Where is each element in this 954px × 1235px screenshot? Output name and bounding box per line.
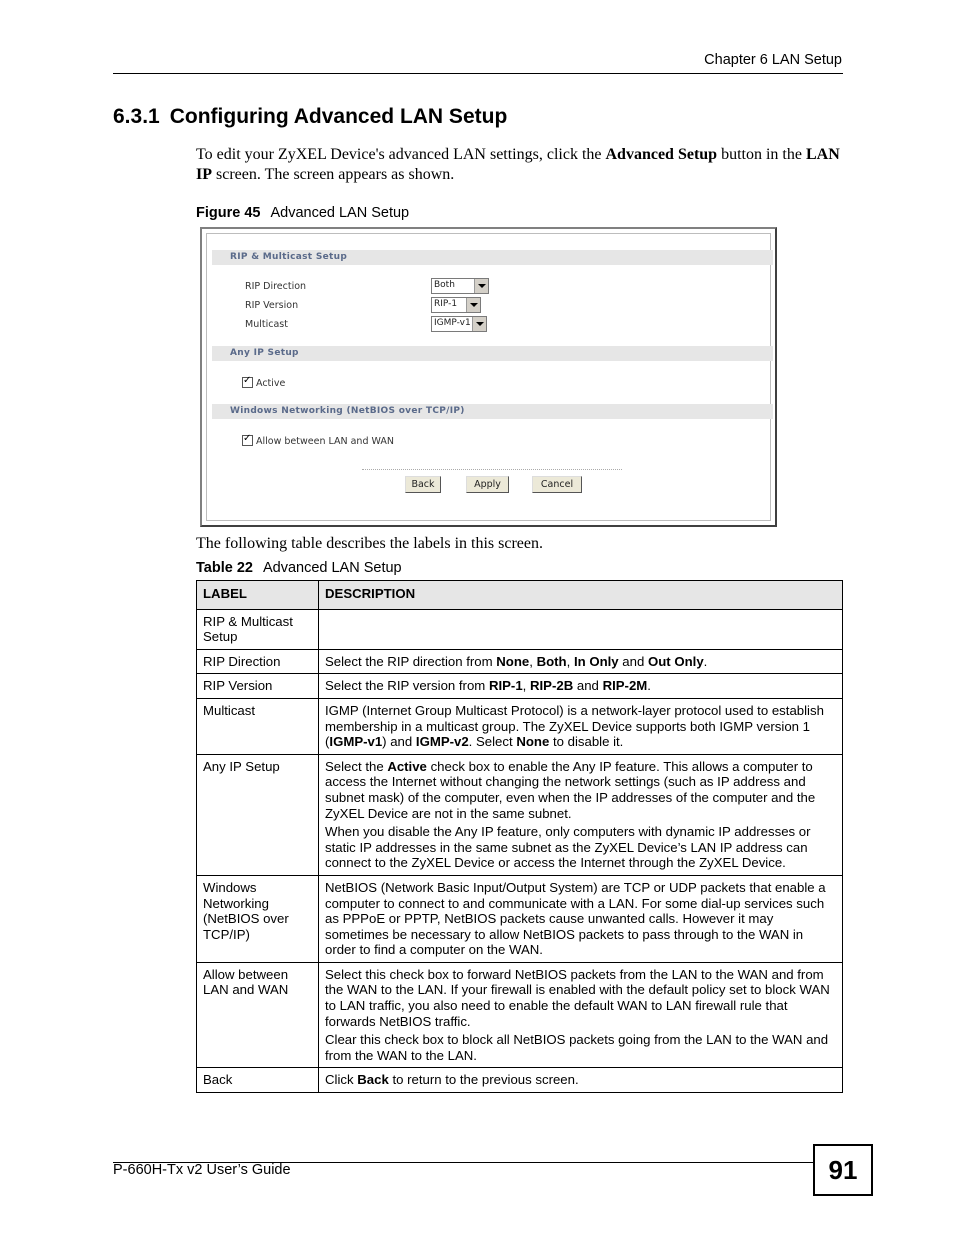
rip-version-select[interactable] xyxy=(431,297,481,313)
description-table xyxy=(196,580,843,1093)
rip-direction-value: Both xyxy=(434,280,455,290)
desc-text: to return to the previous screen. xyxy=(388,1072,579,1088)
chevron-down-icon xyxy=(472,317,486,331)
header-rule xyxy=(113,73,843,74)
desc-bold: Out Only xyxy=(647,653,704,669)
desc-bold: Active xyxy=(387,758,427,774)
desc-text: . Select xyxy=(468,734,517,750)
separator-line xyxy=(362,469,622,470)
desc-text: Click xyxy=(325,1072,358,1088)
desc-text: , xyxy=(529,653,537,669)
section-title-text: Configuring Advanced LAN Setup xyxy=(169,105,508,128)
desc-text: . xyxy=(647,678,651,694)
row-label: Back xyxy=(197,1068,319,1093)
allow-lan-wan-label: Allow between LAN and WAN xyxy=(256,436,394,447)
desc-bold: RIP-2B xyxy=(529,678,574,694)
row-description xyxy=(319,1068,843,1093)
row-description: NetBIOS (Network Basic Input/Output System) are TCP or UDP packets that enable a computer to connect to and communicate with a LAN. For some dial-up services such as PPPoE or PPTP, NetBIOS packets cause unwanted calls. However it may sometimes be necessary to allow NetBIOS packets to pass through to the WAN in order to find a computer on the WAN. xyxy=(319,875,843,962)
chevron-down-icon xyxy=(474,279,488,293)
desc-paragraph: Select this check box to forward NetBIOS packets from the LAN to the WAN and from the WAN to the LAN. If your firewall is enabled with the default policy set to block WAN to LAN traffic, you also need to enable the default WAN to LAN firewall rule that forwards NetBIOS traffic. xyxy=(325,966,830,1029)
desc-text: , xyxy=(566,653,574,669)
desc-bold: IGMP-v2 xyxy=(415,734,469,750)
figure-title: Advanced LAN Setup xyxy=(270,205,410,221)
desc-text: Select the xyxy=(325,758,388,774)
active-checkbox[interactable] xyxy=(242,377,253,388)
running-head: Chapter 6 LAN Setup xyxy=(704,52,842,68)
multicast-value: IGMP-v1 xyxy=(434,318,471,328)
intro-text: To edit your ZyXEL Device's advanced LAN settings, click the xyxy=(196,146,606,163)
row-description xyxy=(319,962,843,1068)
desc-bold: Back xyxy=(357,1072,389,1088)
header-description: DESCRIPTION xyxy=(319,581,843,610)
row-label: RIP & Multicast Setup xyxy=(197,609,319,649)
desc-text: to disable it. xyxy=(549,734,624,750)
intro-text: button in the xyxy=(717,146,806,163)
row-label: RIP Version xyxy=(197,674,319,699)
row-label: Any IP Setup xyxy=(197,754,319,875)
section-number: 6.3.1 xyxy=(113,105,160,128)
intro-text: screen. The screen appears as shown. xyxy=(212,166,455,183)
table-caption xyxy=(196,560,402,576)
table-intro: The following table describes the labels in this screen. xyxy=(196,535,544,552)
page-number: 91 xyxy=(813,1144,873,1196)
desc-paragraph xyxy=(325,759,836,821)
desc-text: ) and xyxy=(382,734,416,750)
table-row xyxy=(197,674,843,699)
desc-text: . xyxy=(703,653,708,669)
desc-paragraph: Clear this check box to block all NetBIOS packets going from the LAN to the WAN and from the WAN to the LAN. xyxy=(325,1032,829,1063)
desc-paragraph: When you disable the Any IP feature, only computers with dynamic IP addresses or static IP addresses in the same subnet as the ZyXEL Device’s LAN IP address can connect to the ZyXEL Device or access the Internet through the ZyXEL Device. xyxy=(325,824,811,871)
table-row xyxy=(197,962,843,1068)
desc-bold: IGMP-v1 xyxy=(329,734,383,750)
multicast-select[interactable] xyxy=(431,316,487,332)
figure-label: Figure 45 xyxy=(196,205,261,221)
rip-version-value: RIP-1 xyxy=(434,299,458,309)
row-description xyxy=(319,649,843,674)
row-description xyxy=(319,698,843,754)
table-row xyxy=(197,609,843,649)
screenshot-panel xyxy=(206,233,771,521)
netbios-section-title: Windows Networking (NetBIOS over TCP/IP) xyxy=(230,406,465,416)
row-description xyxy=(319,754,843,875)
desc-text: , xyxy=(522,678,530,694)
row-description xyxy=(319,609,843,649)
table-row xyxy=(197,875,843,962)
rip-version-label: RIP Version xyxy=(245,300,299,311)
row-description xyxy=(319,674,843,699)
desc-bold: Both xyxy=(536,653,567,669)
row-label: Multicast xyxy=(197,698,319,754)
row-label: Allow between LAN and WAN xyxy=(197,962,319,1068)
desc-bold: None xyxy=(496,653,530,669)
desc-text: IGMP (Internet Group Multicast Protocol) is a network-layer protocol used to establish membership in a multicast group. The ZyXEL Device supports both IGMP version 1 ( xyxy=(325,702,824,750)
desc-bold: RIP-2M xyxy=(602,678,648,694)
figure-caption xyxy=(196,205,409,221)
chevron-down-icon xyxy=(466,298,480,312)
desc-text: Select the RIP version from xyxy=(325,678,489,694)
row-label: Windows Networking (NetBIOS over TCP/IP) xyxy=(197,875,319,962)
cancel-button[interactable]: Cancel xyxy=(532,476,582,493)
rip-multicast-section-title: RIP & Multicast Setup xyxy=(230,252,348,262)
any-ip-section-bar xyxy=(212,346,773,361)
desc-bold: In Only xyxy=(573,653,619,669)
desc-text: and xyxy=(618,653,648,669)
rip-multicast-section-bar xyxy=(212,250,773,265)
apply-button[interactable]: Apply xyxy=(466,476,509,493)
allow-lan-wan-checkbox[interactable] xyxy=(242,435,253,446)
desc-bold: None xyxy=(516,734,550,750)
any-ip-section-title: Any IP Setup xyxy=(230,348,299,358)
table-label: Table 22 xyxy=(196,560,253,576)
table-title: Advanced LAN Setup xyxy=(262,560,402,576)
rip-direction-label: RIP Direction xyxy=(245,281,307,292)
table-row xyxy=(197,698,843,754)
section-title xyxy=(113,105,507,129)
row-label: RIP Direction xyxy=(197,649,319,674)
intro-bold-lan-ip: LAN IP xyxy=(196,146,840,183)
desc-text: and xyxy=(573,678,603,694)
table-row xyxy=(197,754,843,875)
rip-direction-select[interactable] xyxy=(431,278,489,294)
table-row xyxy=(197,649,843,674)
intro-bold-advanced-setup: Advanced Setup xyxy=(605,146,718,163)
intro-paragraph xyxy=(196,145,846,185)
table-row xyxy=(197,1068,843,1093)
active-checkbox-label: Active xyxy=(256,378,286,389)
advanced-lan-screenshot xyxy=(200,227,777,527)
desc-bold: RIP-1 xyxy=(488,678,523,694)
back-button[interactable]: Back xyxy=(405,476,441,493)
footer-guide-title: P-660H-Tx v2 User’s Guide xyxy=(113,1162,291,1178)
table-header-row xyxy=(197,581,843,610)
desc-text: Select the RIP direction from xyxy=(325,653,497,669)
desc-text: check box to enable the Any IP feature. This allows a computer to access the Internet without changing the network settings (such as IP address and subnet mask) of the computer, even when the IP addresses of the computer and the ZyXEL Device are not in the same subnet. xyxy=(325,758,816,821)
header-label: LABEL xyxy=(197,581,319,610)
multicast-label: Multicast xyxy=(245,319,288,330)
netbios-section-bar xyxy=(212,404,773,419)
